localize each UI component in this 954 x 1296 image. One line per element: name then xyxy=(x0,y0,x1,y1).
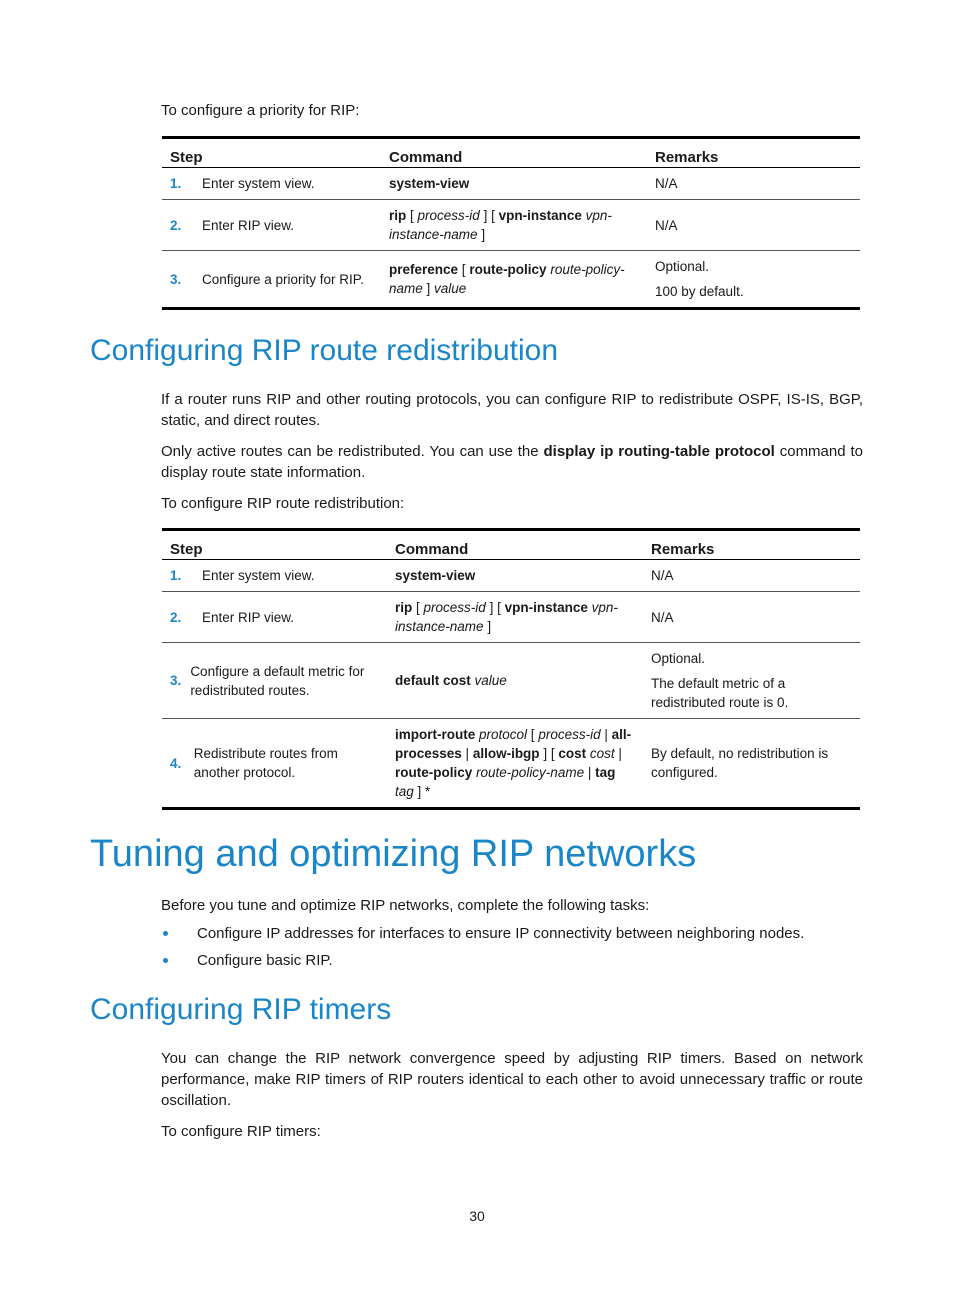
step-cell xyxy=(162,719,387,809)
command-syntax: ] [ xyxy=(485,600,505,615)
command-keyword: rip xyxy=(395,600,413,615)
step-cell xyxy=(162,560,387,592)
list-item-text: Configure IP addresses for interfaces to ensure IP connectivity between neighboring nodes. xyxy=(197,925,805,942)
remarks-cell xyxy=(643,719,860,809)
redistribution-table-body xyxy=(162,560,860,809)
tuning-intro: Before you tune and optimize RIP networks, complete the following tasks: xyxy=(161,897,650,914)
table-row xyxy=(162,592,860,643)
step-number: 4. xyxy=(170,755,182,771)
command-syntax: [ xyxy=(527,727,539,742)
remark-text: N/A xyxy=(651,609,674,625)
redistribution-intro: If a router runs RIP and other routing protocols, you can configure RIP to redistribute OSPF, IS-IS, BGP, static, and direct routes. xyxy=(161,391,863,429)
command-argument: process-id xyxy=(423,600,486,615)
remarks-cell xyxy=(643,592,860,643)
remark-text: N/A xyxy=(651,568,674,583)
step-content xyxy=(170,662,379,700)
command-argument: protocol xyxy=(479,727,528,742)
remarks-cell xyxy=(647,200,860,251)
command-syntax: [ xyxy=(406,208,418,223)
table-row xyxy=(162,719,860,809)
step-text: Enter system view. xyxy=(202,176,315,191)
table-row xyxy=(162,643,860,719)
remark-text: By default, no redistribution is configured. xyxy=(651,746,829,780)
table-row xyxy=(162,560,860,592)
remarks-cell xyxy=(643,643,860,719)
bullet-icon xyxy=(163,958,168,963)
page-number: 30 xyxy=(469,1208,485,1224)
command-syntax: ] [ xyxy=(539,746,559,761)
chapter-heading-tuning: Tuning and optimizing RIP networks xyxy=(90,833,697,875)
command-syntax: | xyxy=(614,746,622,761)
step-content xyxy=(170,174,373,193)
command-keyword: rip xyxy=(389,208,407,223)
command-cell xyxy=(381,168,647,200)
bullet-icon xyxy=(163,931,168,936)
command-syntax: ] * xyxy=(413,784,431,799)
step-number: 3. xyxy=(170,271,182,287)
command-argument: vpn-instance-name xyxy=(395,600,618,634)
command-syntax: [ xyxy=(458,262,470,277)
note-command: display ip routing-table protocol xyxy=(543,443,775,460)
command-syntax: ] [ xyxy=(479,208,499,223)
header-command: Command xyxy=(387,530,643,560)
command-syntax: | xyxy=(584,765,596,780)
note-text-before: Only active routes can be redistributed. You can use the xyxy=(161,443,544,460)
remarks-cell xyxy=(647,168,860,200)
command-keyword: cost xyxy=(558,746,587,761)
command-keyword: vpn-instance xyxy=(498,208,582,223)
command-keyword: import-route xyxy=(395,727,476,742)
step-number: 2. xyxy=(170,609,182,625)
step-number: 1. xyxy=(170,568,182,583)
step-cell xyxy=(162,251,381,309)
step-cell xyxy=(162,592,387,643)
command-argument: route-policy-name xyxy=(476,765,585,780)
command-keyword: all-processes xyxy=(395,727,632,761)
step-number: 2. xyxy=(170,217,182,233)
table-row xyxy=(162,251,860,309)
task-list xyxy=(161,923,804,977)
list-item-text: Configure basic RIP. xyxy=(197,952,333,969)
step-content xyxy=(170,270,373,289)
header-step: Step xyxy=(162,530,387,560)
command-syntax: | xyxy=(461,746,473,761)
command-cell xyxy=(387,560,643,592)
command-syntax: ] xyxy=(422,281,435,296)
step-content xyxy=(170,216,373,235)
command-syntax: ] xyxy=(483,619,492,634)
step-text: Enter RIP view. xyxy=(202,609,295,625)
command-cell xyxy=(387,643,643,719)
remark-text: Optional. xyxy=(655,259,710,274)
command-cell xyxy=(381,251,647,309)
table-row xyxy=(162,168,860,200)
step-text: Configure a default metric for redistributed routes. xyxy=(190,663,365,698)
priority-table xyxy=(162,136,860,310)
remark-text: The default metric of a redistributed route is 0. xyxy=(651,676,789,710)
intro-priority-text: To configure a priority for RIP: xyxy=(161,102,360,119)
redistribution-table xyxy=(162,528,860,810)
timers-lead: To configure RIP timers: xyxy=(161,1123,321,1140)
step-cell xyxy=(162,643,387,719)
list-item xyxy=(161,950,804,971)
timers-intro: You can change the RIP network convergence speed by adjusting RIP timers. Based on network performance, make RIP timers of RIP routers identical to each other to avoid unnecessary traffic or route oscillation. xyxy=(161,1050,863,1109)
section-heading-redistribution: Configuring RIP route redistribution xyxy=(90,334,559,367)
command-argument: process-id xyxy=(417,208,480,223)
command-keyword: route-policy xyxy=(469,262,547,277)
note-text-after: command to display route state information. xyxy=(161,443,863,481)
step-content xyxy=(170,744,379,782)
step-text: Enter RIP view. xyxy=(202,217,295,233)
table-row xyxy=(162,200,860,251)
header-command: Command xyxy=(381,138,647,168)
step-text: Enter system view. xyxy=(202,568,315,583)
remarks-cell xyxy=(647,251,860,309)
command-syntax: | xyxy=(600,727,612,742)
remark-text: Optional. xyxy=(651,651,706,666)
command-argument: vpn-instance-name xyxy=(389,208,612,242)
remark-text: 100 by default. xyxy=(655,284,744,299)
header-remarks: Remarks xyxy=(643,530,860,560)
redistribution-note xyxy=(161,441,863,483)
step-cell xyxy=(162,168,381,200)
command-syntax: ] xyxy=(477,227,486,242)
remark-text: N/A xyxy=(655,176,678,191)
redistribution-lead: To configure RIP route redistribution: xyxy=(161,495,405,512)
command-argument: route-policy-name xyxy=(389,262,625,296)
remark-text: N/A xyxy=(655,217,678,233)
command-keyword: allow-ibgp xyxy=(472,746,540,761)
header-remarks: Remarks xyxy=(647,138,860,168)
command-argument: value xyxy=(474,673,507,688)
command-cell xyxy=(381,200,647,251)
step-content xyxy=(170,566,379,585)
priority-table-body xyxy=(162,168,860,309)
command-keyword: route-policy xyxy=(395,765,473,780)
remarks-cell xyxy=(643,560,860,592)
command-argument: process-id xyxy=(538,727,601,742)
command-keyword: vpn-instance xyxy=(504,600,588,615)
command-keyword: system-view xyxy=(389,176,470,191)
list-item xyxy=(161,923,804,944)
command-argument: value xyxy=(434,281,467,296)
step-number: 3. xyxy=(170,673,182,688)
step-cell xyxy=(162,200,381,251)
step-text: Redistribute routes from another protocol. xyxy=(193,746,338,780)
command-keyword: preference xyxy=(389,262,459,277)
step-content xyxy=(170,608,379,627)
section-heading-timers: Configuring RIP timers xyxy=(90,993,392,1026)
header-step: Step xyxy=(162,138,381,168)
step-number: 1. xyxy=(170,176,182,191)
command-argument: cost xyxy=(589,746,615,761)
command-syntax: [ xyxy=(412,600,424,615)
command-cell xyxy=(387,719,643,809)
command-keyword: default cost xyxy=(395,673,471,688)
command-keyword: tag xyxy=(595,765,616,780)
step-text: Configure a priority for RIP. xyxy=(202,271,364,287)
command-argument: tag xyxy=(395,784,414,799)
command-keyword: system-view xyxy=(395,568,476,583)
command-cell xyxy=(387,592,643,643)
